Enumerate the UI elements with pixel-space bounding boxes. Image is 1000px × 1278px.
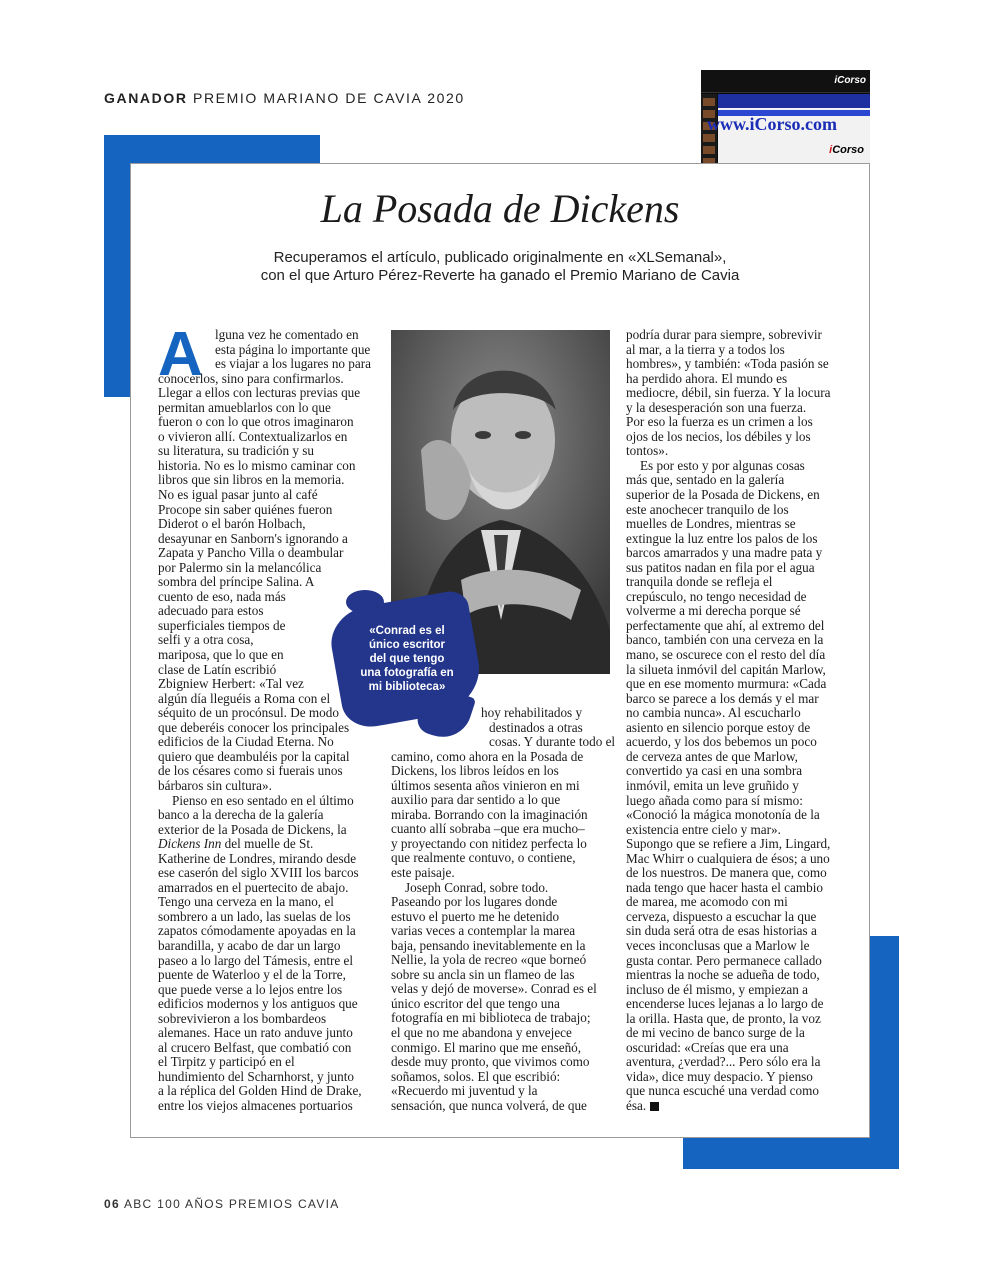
- text-line: paseo a lo largo del Támesis, entre el: [158, 952, 354, 968]
- text-line: podría durar para siempre, sobrevivir: [626, 327, 822, 342]
- text-line: varias veces a contemplar la marea: [391, 923, 576, 939]
- text-line: vida», dice muy despacio. Y pienso: [626, 1068, 813, 1084]
- article-title: La Posada de Dickens: [320, 186, 680, 231]
- article-column-1: [158, 320, 376, 1114]
- text-line: destinados a otras: [489, 719, 583, 735]
- text-line: es viajar a los lugares no para: [215, 356, 371, 372]
- text-line: camino, como ahora en la Posada de: [391, 748, 584, 764]
- text-line: hundimiento del Scharnhorst, y junto: [158, 1068, 354, 1084]
- text-line: fueron o con lo que otros imaginaron: [158, 414, 354, 430]
- section-kicker: [104, 90, 465, 106]
- text-line: de los nuestros. De manera que, como: [626, 865, 827, 881]
- subtitle-line: Recuperamos el artículo, publicado originalmente en «XLSemanal»,: [273, 249, 727, 266]
- text-line: de mi vecino de banco surge de la: [626, 1025, 805, 1041]
- text-line: Zbigniew Herbert: «Tal vez: [158, 676, 304, 692]
- text-line: gusta contar. Pero permanece callado: [626, 952, 822, 968]
- text-line: mano, se oscurece con el resto del día: [626, 647, 826, 663]
- text-line: No es igual pasar junto al café: [158, 487, 318, 503]
- page-footer: [104, 1197, 340, 1211]
- text-line: que nunca escuché una verdad como: [626, 1083, 819, 1099]
- text-line: amarrados en el puertecito de abajo.: [158, 879, 349, 895]
- text-line: tranquila donde se refleja el: [626, 574, 773, 590]
- text-line: mientras la noche se adueña de todo,: [626, 967, 820, 983]
- text-line: banco a la derecha de la galería: [158, 807, 324, 823]
- text-line: soñamos, solos. El que escribió:: [391, 1068, 561, 1084]
- text-line: Nellie, la yola de recreo «que borneó: [391, 952, 587, 968]
- article-column-3: [626, 328, 848, 1114]
- text-line: su literatura, su tradición y su: [158, 443, 315, 459]
- text-line: baja, pensando inevitablemente en la: [391, 937, 586, 953]
- text-line: la silueta inmóvil del capitán Marlow,: [626, 661, 826, 677]
- subtitle-line: con el que Arturo Pérez-Reverte ha ganado el Premio Mariano de Cavia: [260, 267, 740, 284]
- pull-quote: [352, 624, 462, 694]
- text-line: fotografía en mi biblioteca de trabajo;: [391, 1010, 591, 1026]
- text-line: o vivieron allí. Contextualizarlos en: [158, 428, 348, 444]
- text-line: Mac Whirr o cualquiera de ésos; a uno: [626, 850, 830, 866]
- text-line: al mar, a la tierra y a todos los: [626, 341, 785, 357]
- pull-quote-line: mi biblioteca»: [368, 681, 446, 693]
- text-line: que puede verse a lo lejos entre los: [158, 981, 343, 997]
- text-line: bárbaros sin cultura».: [158, 777, 272, 793]
- text-line: sin duda será otra de esas historias a: [626, 923, 817, 939]
- text-line: algún día lleguéis a Roma con el: [158, 690, 331, 706]
- text-line: la orilla. Hasta que, de pronto, la voz: [626, 1010, 821, 1026]
- text-line: esta página lo importante que: [215, 341, 371, 357]
- text-line: Llegar a ellos con lecturas previas que: [158, 385, 361, 401]
- text-line: adecuado para estos: [158, 603, 264, 619]
- text-line: que en ese momento murmura: «Cada: [626, 676, 827, 692]
- text-line: Diderot o el barón Holbach,: [158, 516, 306, 532]
- pull-quote-line: «Conrad es el: [369, 625, 445, 637]
- text-line: incluso de él mismo, y empiezan a: [626, 981, 809, 997]
- text-line: encenderse luces lejanas a lo largo de: [626, 996, 824, 1012]
- footer-label: ABC 100 AÑOS PREMIOS CAVIA: [123, 1197, 340, 1211]
- text-line: edificios modernos y los antiguos que: [158, 996, 358, 1012]
- text-line: superior de la Posada de Dickens, en: [626, 487, 820, 503]
- text-line: no cambia nunca». Al escucharlo: [626, 705, 801, 721]
- text-line: séquito de un procónsul. De modo: [158, 705, 339, 721]
- text-line: «Conoció la mágica monotonía de la: [626, 807, 820, 823]
- text-line: alemanes. Hace un rato anduve junto: [158, 1025, 353, 1041]
- end-mark: [650, 1102, 659, 1111]
- text-line: libros que sin libros en la memoria.: [158, 472, 345, 488]
- text-line: el Tirpitz y participó en el: [158, 1054, 295, 1070]
- text-line: más que, sentado en la galería: [626, 472, 785, 488]
- text-line: acuerdo, y los dos bebemos un poco: [626, 734, 817, 750]
- text-line: muelles de Londres, mientras se: [626, 516, 796, 532]
- text-line: Procope sin saber quiénes fueron: [158, 501, 333, 517]
- text-line: ésa.: [626, 1099, 848, 1114]
- text-line: Es por esto y por algunas cosas: [640, 457, 805, 473]
- watermark-url: www.iCorso.com: [707, 114, 837, 134]
- text-line: estuvo el puerto me he detenido: [391, 908, 560, 924]
- text-line: y proyectando con nitidez perfecta lo: [391, 835, 587, 851]
- text-line: sensación, que nunca volverá, de que: [391, 1097, 587, 1113]
- text-line: barco se parece a los demás y el mar: [626, 690, 819, 706]
- text-line: «Recuerdo mi juventud y la: [391, 1083, 538, 1099]
- text-line: conocerlos, sino para confirmarlos.: [158, 370, 344, 386]
- text-line: sombra del príncipe Salina. A: [158, 574, 315, 590]
- text-line: Paseando por los lugares donde: [391, 894, 558, 910]
- kicker-rest: PREMIO MARIANO DE CAVIA 2020: [193, 90, 465, 106]
- kicker-bold: GANADOR: [104, 90, 188, 106]
- text-line: Zapata y Pancho Villa o deambular: [158, 545, 344, 561]
- text-line: extingue la luz entre los palos de los: [626, 530, 818, 546]
- text-line: veces inconclusas que a Marlow le: [626, 937, 810, 953]
- drop-cap: A: [158, 320, 203, 389]
- text-line: últimos sesenta años vinieron en mi: [391, 777, 580, 793]
- text-line: este paisaje.: [391, 865, 455, 881]
- text-line: sombrero a un lado, las suelas de los: [158, 908, 351, 924]
- text-line: volverme a mi derecha porque sé: [626, 603, 801, 619]
- text-line: sobre su ancla sin un flameo de las: [391, 966, 575, 982]
- text-line: hoy rehabilitados y: [481, 705, 583, 720]
- text-line: superficiales tiempos de: [158, 617, 286, 633]
- text-line: luego añada como para sí mismo:: [626, 792, 803, 808]
- text-line: crepúsculo, no tengo necesidad de: [626, 588, 807, 604]
- text-line: el que no me abandona y envejece: [391, 1025, 572, 1041]
- text-line: Tengo una cerveza en la mano, el: [158, 894, 334, 910]
- text-line: selfi y a otra cosa,: [158, 632, 254, 648]
- text-line: aventura, ¿verdad?... Pero sólo era la: [626, 1054, 821, 1070]
- text-line: ojos de los necios, los débiles y los: [626, 428, 811, 444]
- text-line: que realmente contuvo, o contiene,: [391, 850, 576, 866]
- text-line: lguna vez he comentado en: [215, 327, 359, 342]
- text-line: cosas. Y durante todo el: [489, 734, 616, 750]
- text-line: ha perdido ahora. El mundo es: [626, 370, 788, 386]
- text-line: cerveza, dispuesto a escuchar la que: [626, 908, 817, 924]
- text-line: historia. No es lo mismo caminar con: [158, 457, 356, 473]
- text-line: auxilio para dar sentido a lo que: [391, 792, 561, 808]
- watermark-brand-top: iCorso: [834, 75, 866, 86]
- text-line: desayunar en Sanborn's ignorando a: [158, 530, 348, 546]
- pull-quote-line: del que tengo: [369, 653, 445, 665]
- text-line: Katherine de Londres, mirando desde: [158, 850, 357, 866]
- text-line: puente de Waterloo y el de la Torre,: [158, 967, 346, 983]
- text-line: mariposa, que lo que en: [158, 647, 284, 663]
- text-line: Por eso la fuerza es un crimen a los: [626, 414, 813, 430]
- text-line: conmigo. El marino que me enseñó,: [391, 1039, 582, 1055]
- text-line: cuento de eso, nada más: [158, 588, 286, 604]
- text-line: de los césares como si fuerais unos: [158, 763, 343, 779]
- text-line: asiento en silencio porque estoy de: [626, 719, 811, 735]
- text-line: cuanto allí sobraba –que era mucho–: [391, 821, 585, 837]
- text-line: perfectamente que ahí, al extremo del: [626, 617, 825, 633]
- text-line: Supongo que se refiere a Jim, Lingard,: [626, 836, 831, 852]
- text-line: inmóvil, emita un leve gruñido y: [626, 777, 799, 793]
- text-line: quiero que deambuléis por la capital: [158, 748, 350, 764]
- text-line: nada tengo que hacer hasta el cambio: [626, 879, 823, 895]
- text-line: y la desesperación son una fuerza.: [626, 399, 807, 415]
- article-column-2: [391, 705, 616, 1113]
- text-line: Joseph Conrad, sobre todo.: [405, 879, 549, 895]
- article-subtitle: [150, 249, 850, 285]
- text-line: Dickens Inn del muelle de St.: [158, 836, 314, 852]
- text-line: permitan amueblarlos con lo que: [158, 399, 331, 415]
- text-line: mediocre, débil, sin fuerza. Y la locura: [626, 385, 831, 401]
- text-line: por Palermo sin la melancólica: [158, 559, 322, 575]
- text-line: único escritor del que tengo una: [391, 995, 560, 1011]
- text-line: de marea, me acomodo con mi: [626, 894, 788, 910]
- text-line: a la réplica del Golden Hind de Drake,: [158, 1083, 362, 1099]
- text-line: Pienso en eso sentado en el último: [172, 792, 354, 808]
- text-line: tontos».: [626, 443, 669, 459]
- text-line: al crucero Belfast, que combatió con: [158, 1039, 352, 1055]
- text-line: Dickens, los libros leídos en los: [391, 763, 559, 779]
- text-line: exterior de la Posada de Dickens, la: [158, 821, 347, 837]
- text-line: clase de Latín escribió: [158, 661, 277, 677]
- text-line: edificios de la Ciudad Eterna. No: [158, 734, 334, 750]
- pull-quote-line: una fotografía en: [360, 667, 454, 679]
- text-line: sobrevivieron a los bombardeos: [158, 1010, 327, 1026]
- text-line: zapatos cómodamente apoyadas en la: [158, 923, 356, 939]
- text-line: desde muy pronto, que vivimos como: [391, 1054, 590, 1070]
- text-line: barcos amarrados y una madre pata y: [626, 545, 823, 561]
- text-line: que deberéis conocer los principales: [158, 719, 350, 735]
- text-line: miraba. Borrando con la imaginación: [391, 806, 588, 822]
- website-watermark: [701, 70, 870, 163]
- text-line: velas y dejó de moverse». Conrad es el: [391, 981, 597, 997]
- text-line: de cerveza antes de que Marlow,: [626, 748, 798, 764]
- text-line: convertido ya casi en una sombra: [626, 763, 803, 779]
- text-line: existencia entre cielo y mar».: [626, 821, 781, 837]
- text-line: sus patitos nadan en fila por el agua: [626, 559, 815, 575]
- page-number: 06: [104, 1197, 120, 1211]
- text-line: oscuridad: «Creías que era una: [626, 1039, 789, 1055]
- text-line: banco, también con una cerveza en la: [626, 632, 824, 648]
- text-line: este anochecer tranquilo de los: [626, 501, 789, 517]
- text-line: entre los viejos almacenes portuarios: [158, 1097, 353, 1113]
- text-line: ese caserón del siglo XVIII los barcos: [158, 865, 359, 881]
- watermark-brand: iCorso: [829, 144, 864, 156]
- text-line: hombres», y también: «Toda pasión se: [626, 356, 829, 372]
- text-line: barandilla, y acabo de dar un largo: [158, 937, 341, 953]
- pull-quote-line: único escritor: [368, 639, 446, 651]
